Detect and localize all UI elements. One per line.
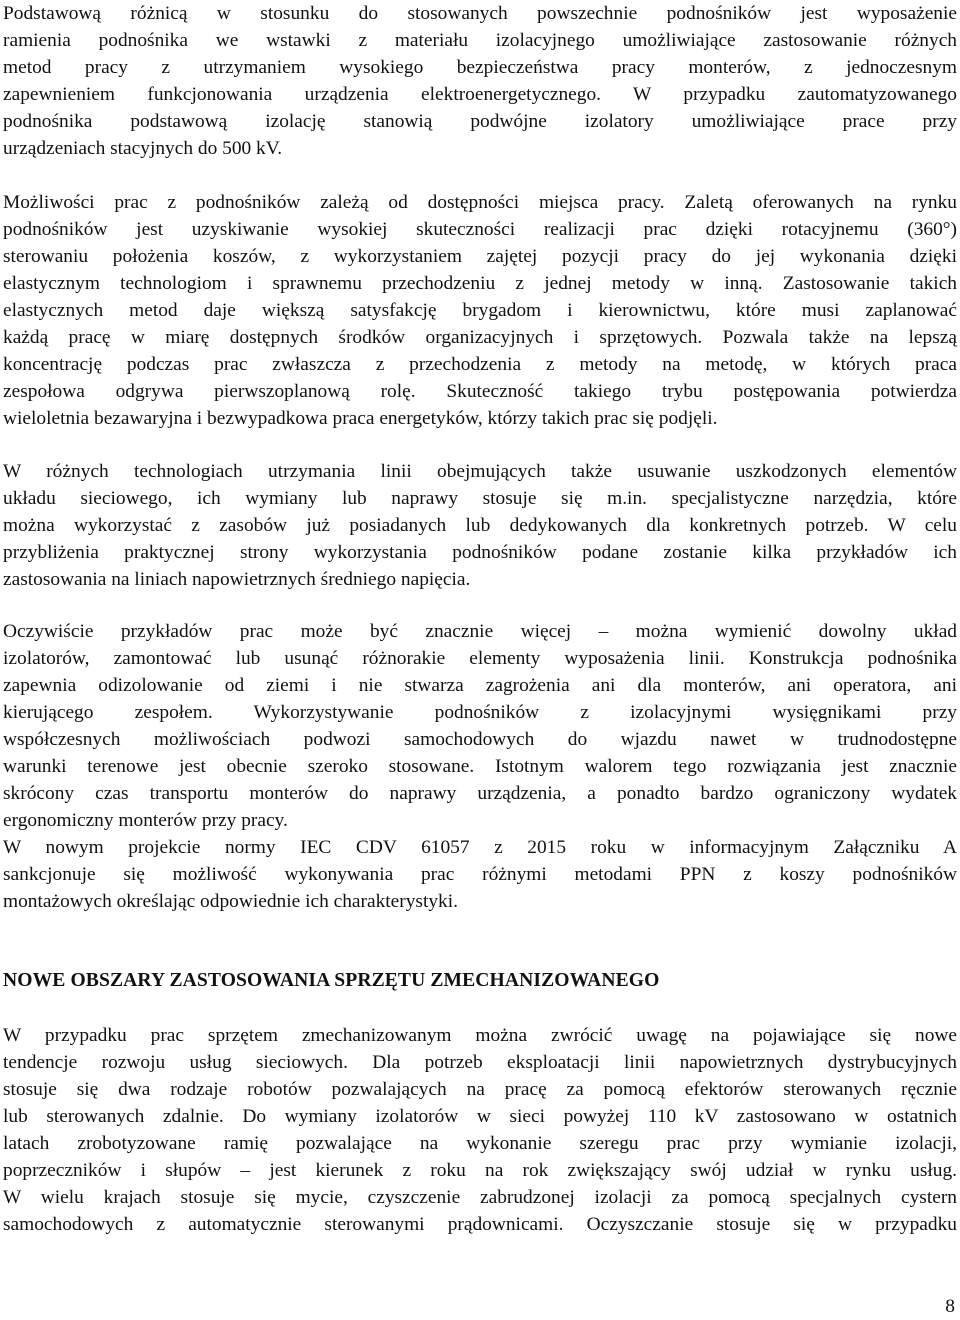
paragraph-4-line: Oczywiście przykładów prac może być znacznie więcej – można wymienić dowolny układ: [3, 621, 957, 642]
paragraph-1-line: metod pracy z utrzymaniem wysokiego bezpieczeństwa pracy monterów, z jednoczesnym: [3, 57, 957, 78]
paragraph-5-line: W wielu krajach stosuje się mycie, czyszczenie zabrudzonej izolacji za pomocą specjalnych cystern: [3, 1187, 957, 1208]
paragraph-1-line: zapewnieniem funkcjonowania urządzenia elektroenergetycznego. W przypadku zautomatyzowanego: [3, 84, 957, 105]
paragraph-1-line: Podstawową różnicą w stosunku do stosowanych powszechnie podnośników jest wyposażenie: [3, 3, 957, 24]
paragraph-2-line: każdą pracę w miarę dostępnych środków organizacyjnych i sprzętowych. Pozwala także na lepszą: [3, 327, 957, 348]
paragraph-5-line: samochodowych z automatycznie sterowanymi prądownicami. Oczyszczanie stosuje się w przypadku: [3, 1214, 957, 1235]
paragraph-2-line: zespołowa odgrywa pierwszoplanową rolę. Skuteczność takiego trybu postępowania potwierdza: [3, 381, 957, 402]
paragraph-5-line: W przypadku prac sprzętem zmechanizowanym można zwrócić uwagę na pojawiające się nowe: [3, 1025, 957, 1046]
paragraph-4: [3, 618, 957, 915]
paragraph-2-line: podnośników jest uzyskiwanie wysokiej skuteczności realizacji prac dzięki rotacyjnemu (360°): [3, 219, 957, 240]
page-number: 8: [945, 1296, 955, 1317]
paragraph-3-line: układu sieciowego, ich wymiany lub naprawy stosuje się m.in. specjalistyczne narzędzia, które: [3, 488, 957, 509]
paragraph-2-line: sterowaniu położenia koszów, z wykorzystaniem zajętej pozycji pracy do jej wykonania dzięki: [3, 246, 957, 267]
paragraph-1-line: ramienia podnośnika we wstawki z materiału izolacyjnego umożliwiające zastosowanie różnych: [3, 30, 957, 51]
paragraph-4-line: ergonomiczny monterów przy pracy.: [3, 810, 288, 831]
paragraph-5: [3, 1022, 957, 1238]
paragraph-2-line: wieloletnia bezawaryjna i bezwypadkowa praca energetyków, którzy takich prac się podjęli.: [3, 408, 718, 429]
paragraph-1-line: urządzeniach stacyjnych do 500 kV.: [3, 138, 283, 159]
paragraph-5-line: latach zrobotyzowane ramię pozwalające na wykonanie szeregu prac przy wymianie izolacji,: [3, 1133, 957, 1154]
paragraph-2-line: elastycznych metod daje większą satysfakcję brygadom i kierownictwu, które musi zaplanować: [3, 300, 957, 321]
paragraph-4-line: sankcjonuje się możliwość wykonywania prac różnymi metodami PPN z koszy podnośników: [3, 864, 957, 885]
paragraph-2-line: koncentrację podczas prac zwłaszcza z przechodzenia z metody na metodę, w których praca: [3, 354, 957, 375]
paragraph-3-line: przybliżenia praktycznej strony wykorzystania podnośników podane zostanie kilka przykładów ich: [3, 542, 957, 563]
paragraph-4-line: zapewnia odizolowanie od ziemi i nie stwarza zagrożenia ani dla monterów, ani operatora, ani: [3, 675, 957, 696]
paragraph-4-line: W nowym projekcie normy IEC CDV 61057 z 2015 roku w informacyjnym Załączniku A: [3, 837, 957, 858]
paragraph-5-line: lub sterowanych zdalnie. Do wymiany izolatorów w sieci powyżej 110 kV zastosowano w ostatnich: [3, 1106, 957, 1127]
paragraph-3-line: zastosowania na liniach napowietrznych średniego napięcia.: [3, 569, 471, 590]
paragraph-1: [3, 0, 957, 162]
paragraph-3-line: W różnych technologiach utrzymania linii obejmujących także usuwanie uszkodzonych elementów: [3, 461, 957, 482]
paragraph-4-line: skrócony czas transportu monterów do naprawy urządzenia, a ponadto bardzo ograniczony wydatek: [3, 783, 957, 804]
paragraph-2: [3, 189, 957, 432]
paragraph-4-line: warunki terenowe jest obecnie szeroko stosowane. Istotnym walorem tego rozwiązania jest znacznie: [3, 756, 957, 777]
paragraph-4-line: współczesnych możliwościach podwozi samochodowych do wjazdu nawet w trudnodostępne: [3, 729, 957, 750]
paragraph-3: [3, 458, 957, 593]
paragraph-3-line: można wykorzystać z zasobów już posiadanych lub dedykowanych dla konkretnych potrzeb. W celu: [3, 515, 957, 536]
paragraph-5-line: poprzeczników i słupów – jest kierunek z roku na rok zwiększający swój udział w rynku usług.: [3, 1160, 957, 1181]
paragraph-4-line: montażowych określając odpowiednie ich charakterystyki.: [3, 891, 458, 912]
paragraph-1-line: podnośnika podstawową izolację stanowią podwójne izolatory umożliwiające prace przy: [3, 111, 957, 132]
document-page: [3, 0, 957, 1320]
paragraph-2-line: elastycznym technologiom i sprawnemu przechodzeniu z jednej metody w inną. Zastosowanie takich: [3, 273, 957, 294]
paragraph-5-line: tendencje rozwoju usług sieciowych. Dla potrzeb eksploatacji linii napowietrznych dystrybucyjnych: [3, 1052, 957, 1073]
paragraph-5-line: stosuje się dwa rodzaje robotów pozwalających na pracę za pomocą efektorów sterowanych ręcznie: [3, 1079, 957, 1100]
paragraph-2-line: Możliwości prac z podnośników zależą od dostępności miejsca pracy. Zaletą oferowanych na rynku: [3, 192, 957, 213]
section-heading: NOWE OBSZARY ZASTOSOWANIA SPRZĘTU ZMECHANIZOWANEGO: [3, 970, 660, 991]
paragraph-4-line: kierującego zespołem. Wykorzystywanie podnośników z izolacyjnymi wysięgnikami przy: [3, 702, 957, 723]
paragraph-4-line: izolatorów, zamontować lub usunąć różnorakie elementy wyposażenia linii. Konstrukcja podnośnika: [3, 648, 957, 669]
